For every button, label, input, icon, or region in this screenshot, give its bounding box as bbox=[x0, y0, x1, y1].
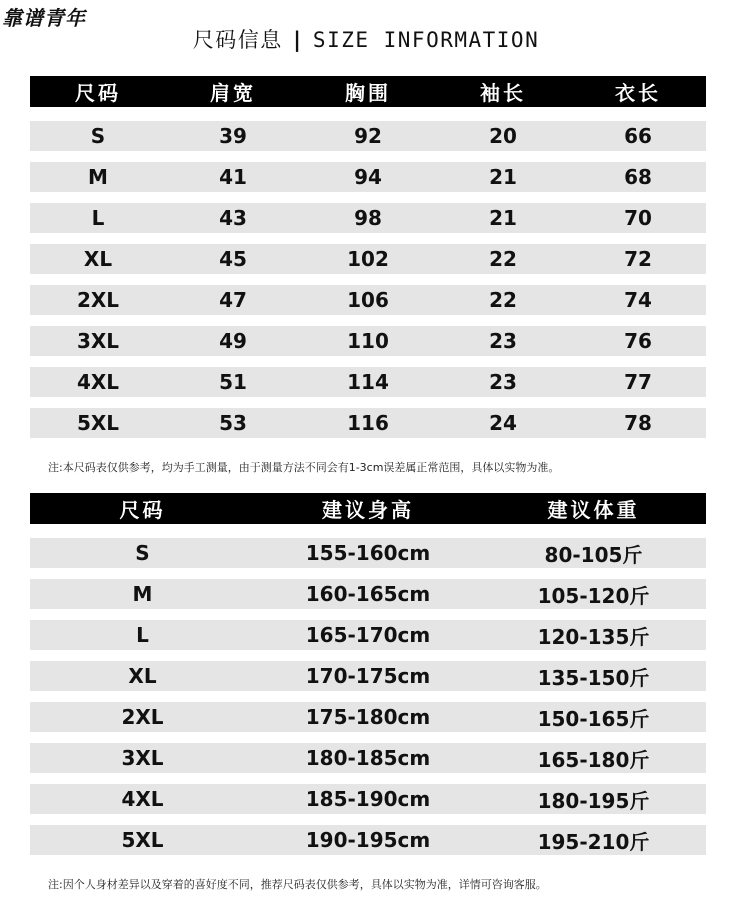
table-row bbox=[30, 620, 706, 650]
table-cell: 39 bbox=[219, 124, 247, 148]
table-row bbox=[30, 784, 706, 814]
size-table bbox=[30, 76, 706, 449]
table-cell: 2XL bbox=[121, 705, 164, 729]
header-cell: 尺码 bbox=[119, 498, 166, 522]
table-cell: 94 bbox=[354, 165, 382, 189]
table-cell: XL bbox=[128, 664, 157, 688]
table-cell: 41 bbox=[219, 165, 247, 189]
table-cell: 120-135斤 bbox=[537, 624, 650, 649]
table-cell: 3XL bbox=[121, 746, 164, 770]
table-cell: 5XL bbox=[121, 828, 164, 852]
table-row bbox=[30, 285, 706, 315]
table-cell: 51 bbox=[219, 370, 247, 394]
header-cell: 衣长 bbox=[615, 81, 661, 105]
table-cell: 150-165斤 bbox=[537, 706, 650, 731]
table-cell: 74 bbox=[624, 288, 652, 312]
table-cell: 76 bbox=[624, 329, 652, 353]
table-cell: L bbox=[136, 623, 149, 647]
page-title bbox=[0, 24, 732, 54]
table-cell: 180-195斤 bbox=[537, 788, 650, 813]
table-cell: 80-105斤 bbox=[544, 542, 643, 567]
table-row bbox=[30, 326, 706, 356]
table-cell: 68 bbox=[624, 165, 652, 189]
table-row bbox=[30, 244, 706, 274]
table-cell: S bbox=[90, 124, 106, 148]
table-cell: 22 bbox=[489, 247, 517, 271]
table-cell: 4XL bbox=[76, 370, 120, 394]
table-cell: 5XL bbox=[76, 411, 120, 435]
header-cell: 建议体重 bbox=[547, 498, 640, 522]
table-cell: 23 bbox=[489, 370, 517, 394]
title-separator: | bbox=[290, 28, 305, 52]
table-row bbox=[30, 162, 706, 192]
table-cell: 170-175cm bbox=[305, 664, 431, 688]
table-cell: 114 bbox=[347, 370, 389, 394]
table-cell: 92 bbox=[354, 124, 382, 148]
table-cell: 180-185cm bbox=[305, 746, 431, 770]
table-cell: 20 bbox=[489, 124, 517, 148]
table-cell: 24 bbox=[489, 411, 517, 435]
table-row bbox=[30, 579, 706, 609]
table-cell: 160-165cm bbox=[305, 582, 431, 606]
table-row bbox=[30, 661, 706, 691]
table-row bbox=[30, 538, 706, 568]
brand-logo-text: 靠谱青年 bbox=[2, 6, 86, 30]
table-cell: 106 bbox=[347, 288, 389, 312]
table-cell: 135-150斤 bbox=[537, 665, 650, 690]
table-cell: 22 bbox=[489, 288, 517, 312]
table-cell: 3XL bbox=[76, 329, 120, 353]
table-row bbox=[30, 203, 706, 233]
table-cell: 4XL bbox=[121, 787, 164, 811]
table-cell: 102 bbox=[347, 247, 389, 271]
table-cell: 116 bbox=[347, 411, 389, 435]
table-cell: 49 bbox=[219, 329, 247, 353]
table-cell: 43 bbox=[219, 206, 247, 230]
table-cell: 185-190cm bbox=[305, 787, 431, 811]
table-cell: 98 bbox=[354, 206, 382, 230]
header-cell: 尺码 bbox=[75, 81, 121, 105]
table-cell: 195-210斤 bbox=[537, 829, 650, 854]
table-row bbox=[30, 702, 706, 732]
table-row bbox=[30, 121, 706, 151]
table-cell: 110 bbox=[347, 329, 389, 353]
table-cell: XL bbox=[83, 247, 113, 271]
header-cell: 建议身高 bbox=[322, 498, 414, 522]
header-cell: 胸围 bbox=[345, 81, 391, 105]
table-cell: 21 bbox=[489, 206, 517, 230]
table-cell: 72 bbox=[624, 247, 652, 271]
table-cell: S bbox=[135, 541, 150, 565]
table-row bbox=[30, 825, 706, 855]
table-cell: 53 bbox=[219, 411, 247, 435]
header-cell: 肩宽 bbox=[210, 81, 256, 105]
table-cell: M bbox=[88, 165, 108, 189]
table-cell: 105-120斤 bbox=[537, 583, 650, 608]
table-cell: L bbox=[91, 206, 105, 230]
table-cell: M bbox=[132, 582, 153, 606]
table-row bbox=[30, 408, 706, 438]
size-table-header-row bbox=[30, 76, 706, 107]
table-cell: 155-160cm bbox=[305, 541, 431, 565]
suggest-table-header-row bbox=[30, 493, 706, 524]
table-cell: 77 bbox=[624, 370, 652, 394]
table-cell: 70 bbox=[624, 206, 652, 230]
title-cn: 尺码信息 bbox=[192, 28, 283, 52]
table-cell: 21 bbox=[489, 165, 517, 189]
table-cell: 190-195cm bbox=[305, 828, 431, 852]
suggest-table bbox=[30, 493, 706, 866]
title-en: SIZE INFORMATION bbox=[312, 28, 540, 52]
size-table-note: 注:本尺码表仅供参考，均为手工测量，由于测量方法不同会有1-3cm误差属正常范围，具体以实物为准。 bbox=[48, 461, 560, 474]
header-cell: 袖长 bbox=[480, 81, 526, 105]
table-cell: 47 bbox=[219, 288, 247, 312]
table-cell: 45 bbox=[219, 247, 247, 271]
suggest-table-note: 注:因个人身材差异以及穿着的喜好度不同，推荐尺码表仅供参考，具体以实物为准，详情可咨询客服。 bbox=[48, 878, 547, 891]
table-cell: 66 bbox=[624, 124, 652, 148]
table-cell: 165-180斤 bbox=[537, 747, 650, 772]
table-cell: 23 bbox=[489, 329, 517, 353]
table-cell: 78 bbox=[624, 411, 652, 435]
table-cell: 175-180cm bbox=[305, 705, 431, 729]
table-row bbox=[30, 367, 706, 397]
table-cell: 165-170cm bbox=[305, 623, 431, 647]
table-cell: 2XL bbox=[76, 288, 120, 312]
table-row bbox=[30, 743, 706, 773]
